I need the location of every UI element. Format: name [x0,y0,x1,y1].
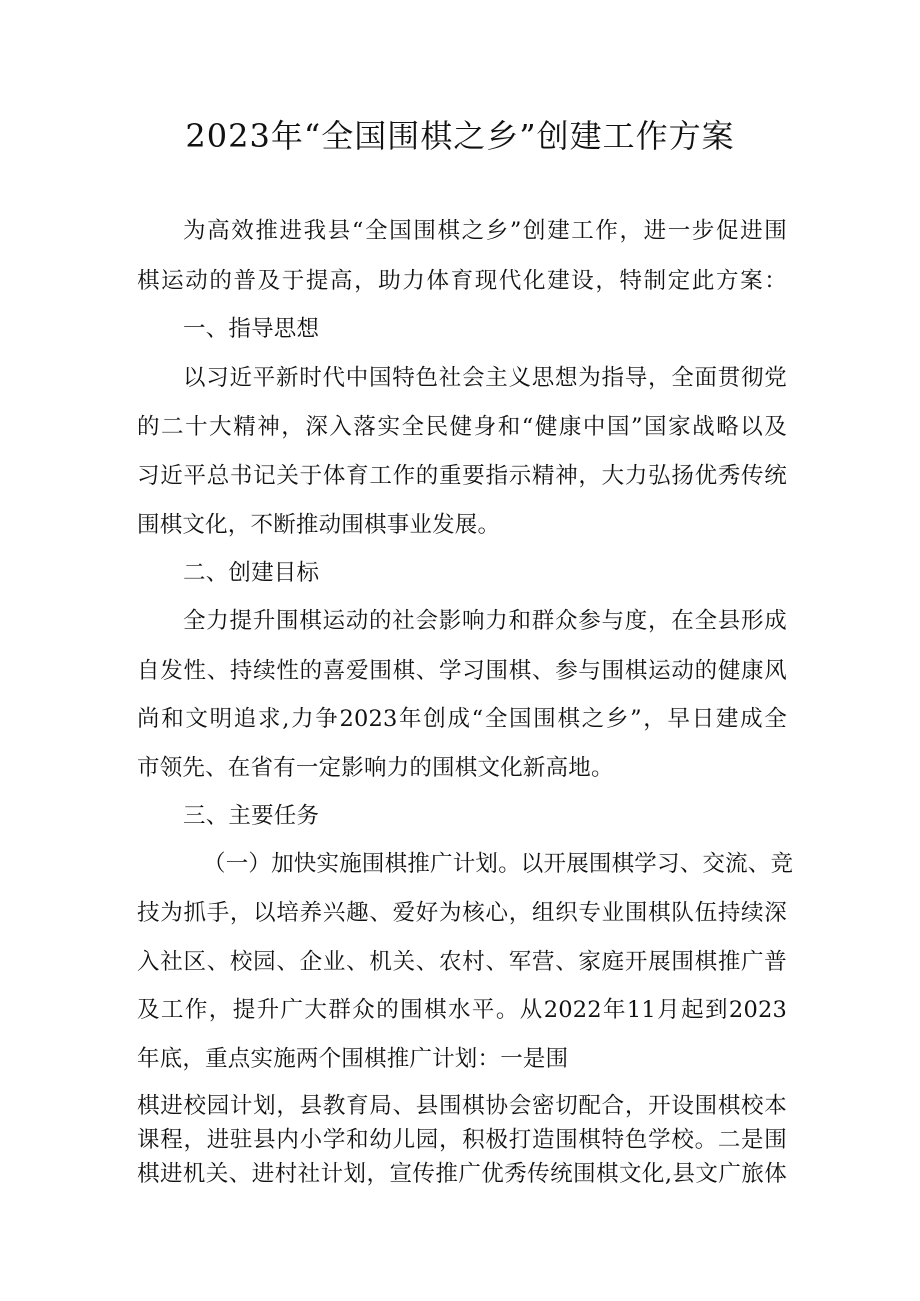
paragraph-line: 尚和文明追求,力争2023年创成“全国围棋之乡”，早日建成全 [137,706,787,732]
paragraph-line: 入社区、校园、企业、机关、农村、军营、家庭开展围棋推广普 [137,949,787,975]
paragraph-line: 为高效推进我县“全国围棋之乡”创建工作，进一步促进围 [183,218,787,244]
section-heading: 二、创建目标 [183,560,320,586]
paragraph-line: （一）加快实施围棋推广计划。以开展围棋学习、交流、竞 [203,851,794,877]
paragraph-line: 棋运动的普及于提高，助力体育现代化建设，特制定此方案： [137,268,787,294]
paragraph-line: 以习近平新时代中国特色社会主义思想为指导，全面贯彻党 [183,365,787,391]
paragraph-line: 的二十大精神，深入落实全民健身和“健康中国”国家战略以及 [137,414,787,440]
paragraph-line: 自发性、持续性的喜爱围棋、学习围棋、参与围棋运动的健康风 [137,658,787,684]
section-heading: 一、指导思想 [183,316,320,342]
section-heading: 三、主要任务 [183,803,320,829]
paragraph-line: 棋进校园计划，县教育局、县围棋协会密切配合，开设围棋校本 [137,1093,787,1119]
document-title: 2023年“全国围棋之乡”创建工作方案 [185,117,735,155]
paragraph-line: 技为抓手，以培养兴趣、爱好为核心，组织专业围棋队伍持续深 [137,900,787,926]
paragraph-line: 习近平总书记关于体育工作的重要指示精神，大力弘扬优秀传统 [137,463,787,489]
paragraph-line: 年底，重点实施两个围棋推广计划：一是围 [137,1046,569,1072]
paragraph-line: 市领先、在省有一定影响力的围棋文化新高地。 [137,755,614,781]
paragraph-line: 围棋文化，不断推动围棋事业发展。 [137,512,501,538]
paragraph-line: 及工作，提升广大群众的围棋水平。从2022年11月起到2023 [137,997,787,1023]
paragraph-line: 课程，进驻县内小学和幼儿园，积极打造围棋特色学校。二是围 [137,1127,787,1153]
paragraph-line: 全力提升围棋运动的社会影响力和群众参与度，在全县形成 [183,608,787,634]
paragraph-line: 棋进机关、进村社计划，宣传推广优秀传统围棋文化,县文广旅体 [137,1161,787,1187]
